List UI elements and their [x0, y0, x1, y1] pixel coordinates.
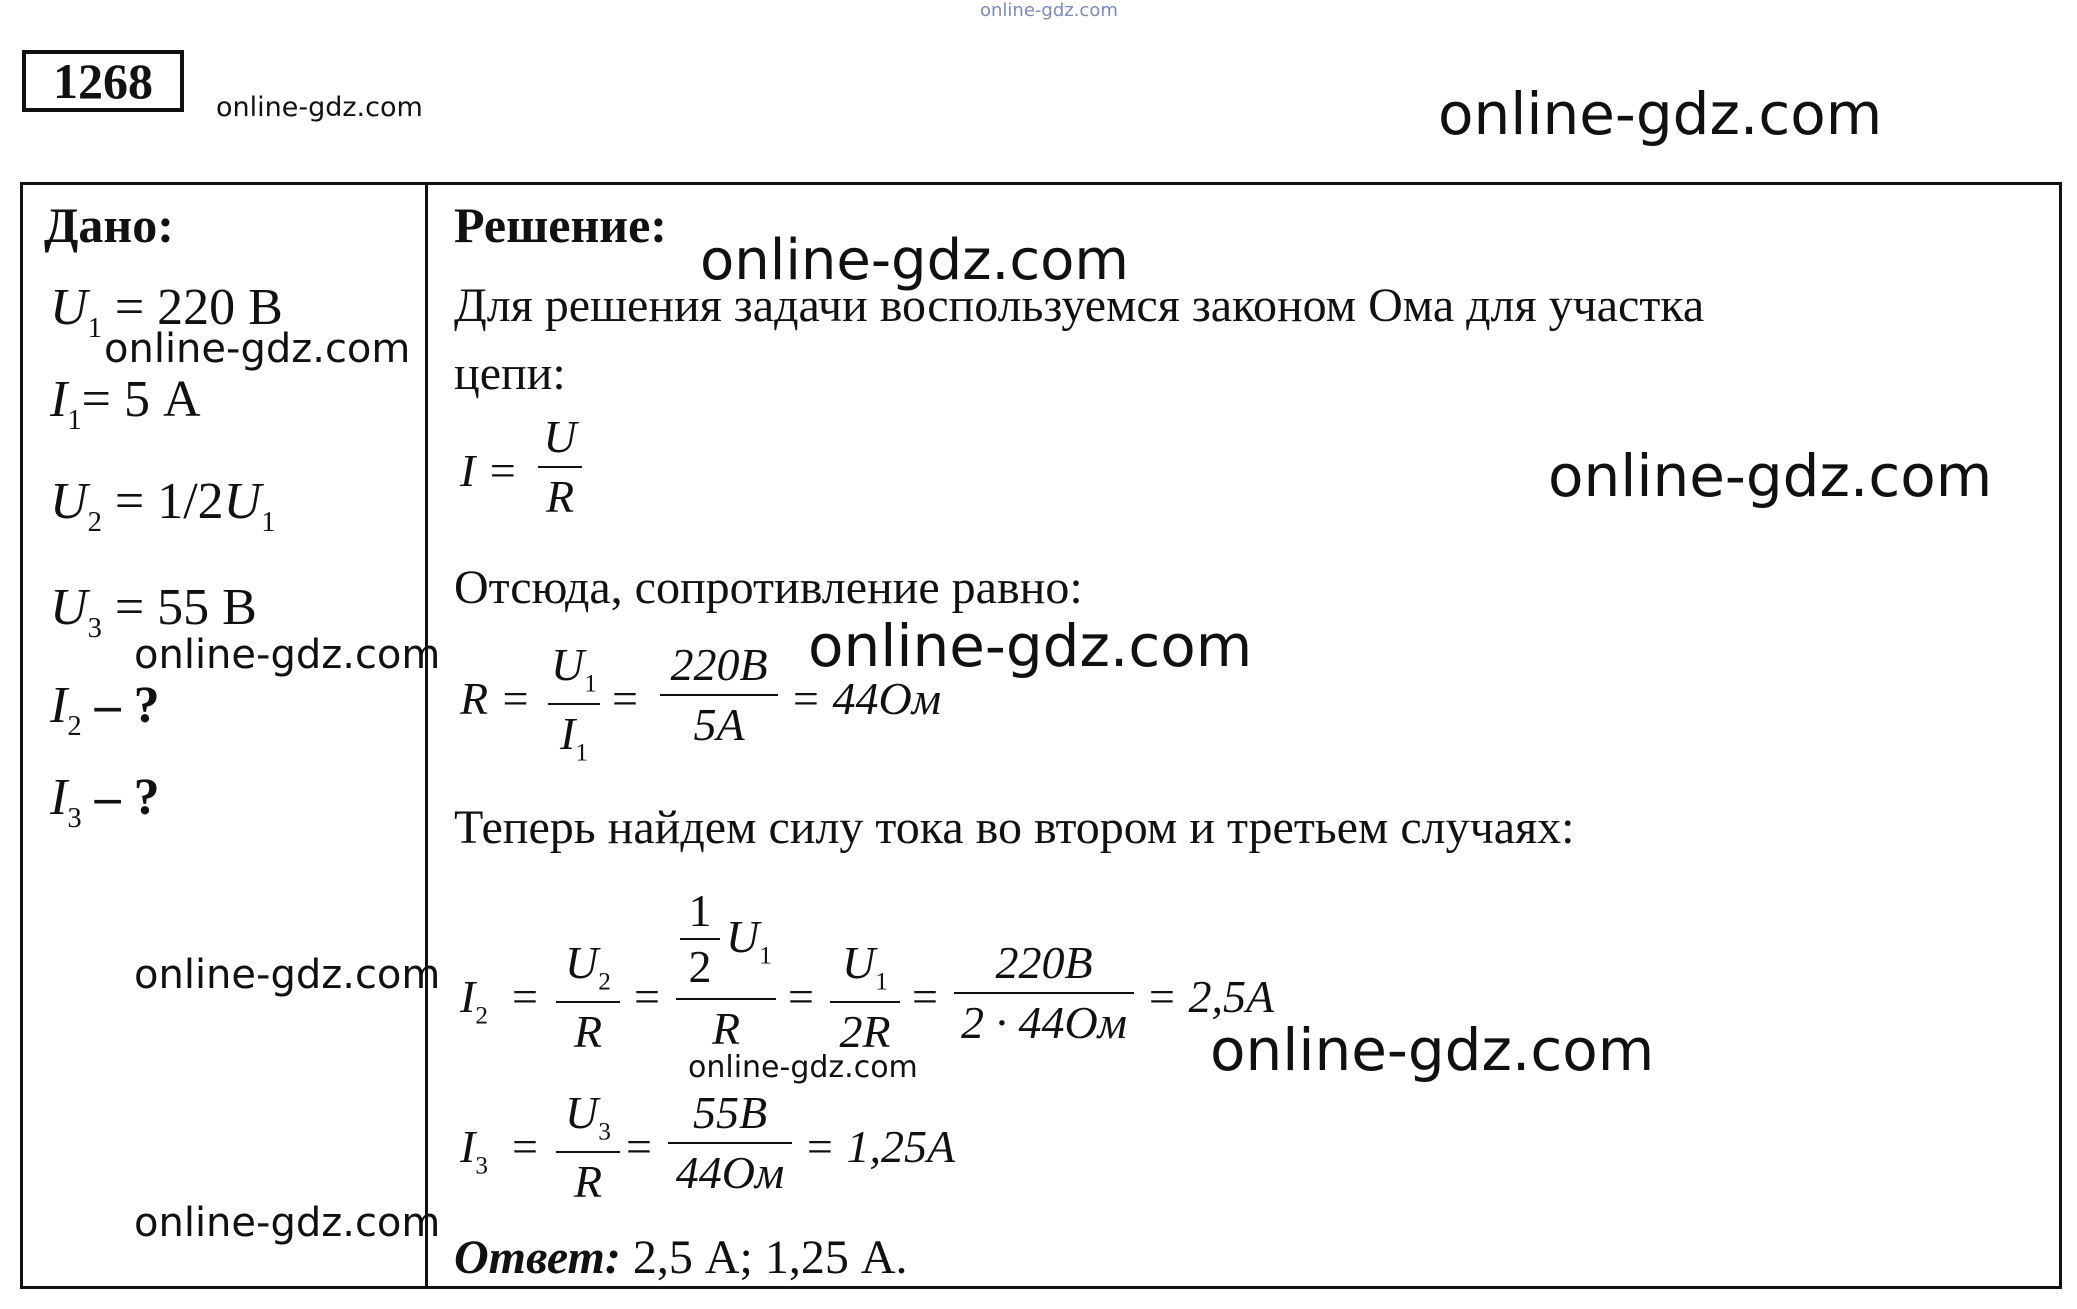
intro-line-1: Для решения задачи воспользуемся законом Ома для участка: [454, 279, 1705, 332]
i2-fraction-half-u1: 1 2 $U_1$ R: [676, 888, 776, 1052]
given-u1: $U_1 = 220$ В: [50, 279, 283, 344]
ohm-law-fraction: U R: [538, 414, 582, 520]
watermark-ohm-right: online-gdz.com: [1548, 442, 1993, 510]
r-fraction-values: 220B 5A: [660, 642, 778, 748]
column-divider: [425, 182, 428, 1289]
watermark-header-large: online-gdz.com: [1438, 80, 1883, 148]
watermark-top: online-gdz.com: [980, 0, 1118, 21]
currents-text: Теперь найдем силу тока во втором и третьем случаях:: [454, 801, 1575, 854]
answer-value: 2,5 А; 1,25 А.: [620, 1231, 908, 1284]
r-formula-result: = 44Ом: [790, 673, 942, 724]
watermark-i2-small: online-gdz.com: [688, 1050, 918, 1085]
i3-formula-result: = 1,25A: [804, 1121, 956, 1172]
answer: [454, 1230, 908, 1285]
i2-fraction-u1-2r: $U_1$ 2R: [830, 940, 900, 1055]
watermark-given-u1: online-gdz.com: [104, 326, 411, 372]
watermark-i2-right: online-gdz.com: [1210, 1016, 1655, 1084]
i2-formula-result: = 2,5A: [1146, 971, 1275, 1022]
r-fraction-u1-i1: $U_1$ $I_1$: [548, 642, 600, 765]
problem-number: 1268: [22, 50, 184, 112]
intro-line-2: цепи:: [454, 347, 566, 400]
i2-eq-1: =: [512, 971, 538, 1022]
given-u2: $U_2 = 1/2U_1$: [50, 473, 276, 538]
watermark-given-bottom: online-gdz.com: [134, 1200, 441, 1246]
solution-title: Решение:: [454, 197, 667, 253]
r-formula-eq: =: [612, 673, 638, 724]
i3-fraction-values: 55B 44Ом: [668, 1090, 792, 1196]
r-formula-lhs: R =: [460, 673, 531, 724]
question-i3: $I_3$ – ?: [50, 769, 160, 834]
answer-label: Ответ:: [454, 1231, 621, 1284]
i3-eq-1: =: [512, 1121, 538, 1172]
i2-fraction-values: 220B 2 · 44Ом: [954, 940, 1134, 1046]
watermark-given-u3: online-gdz.com: [134, 632, 441, 678]
watermark-given-middle: online-gdz.com: [134, 952, 441, 998]
given-title: Дано:: [44, 197, 174, 253]
given-i1: $I_1= 5$ А: [50, 371, 201, 436]
watermark-r-formula: online-gdz.com: [808, 612, 1253, 680]
resistance-text: Отсюда, сопротивление равно:: [454, 561, 1083, 614]
i3-fraction-u3-r: $U_3$ R: [556, 1090, 620, 1205]
i2-fraction-u2-r: $U_2$ R: [556, 940, 620, 1055]
i3-eq-2: =: [626, 1121, 652, 1172]
ohm-law-lhs: I =: [460, 445, 518, 496]
question-i2: $I_2$ – ?: [50, 677, 160, 742]
i2-formula-lhs: $I_2$: [460, 971, 488, 1030]
given-u3: $U_3 = 55$ В: [50, 579, 257, 644]
watermark-header-small: online-gdz.com: [216, 92, 423, 123]
watermark-solution-title: online-gdz.com: [700, 228, 1129, 293]
i2-eq-2: =: [634, 971, 660, 1022]
i2-eq-4: =: [912, 971, 938, 1022]
i2-eq-3: =: [788, 971, 814, 1022]
i3-formula-lhs: $I_3$: [460, 1121, 488, 1180]
